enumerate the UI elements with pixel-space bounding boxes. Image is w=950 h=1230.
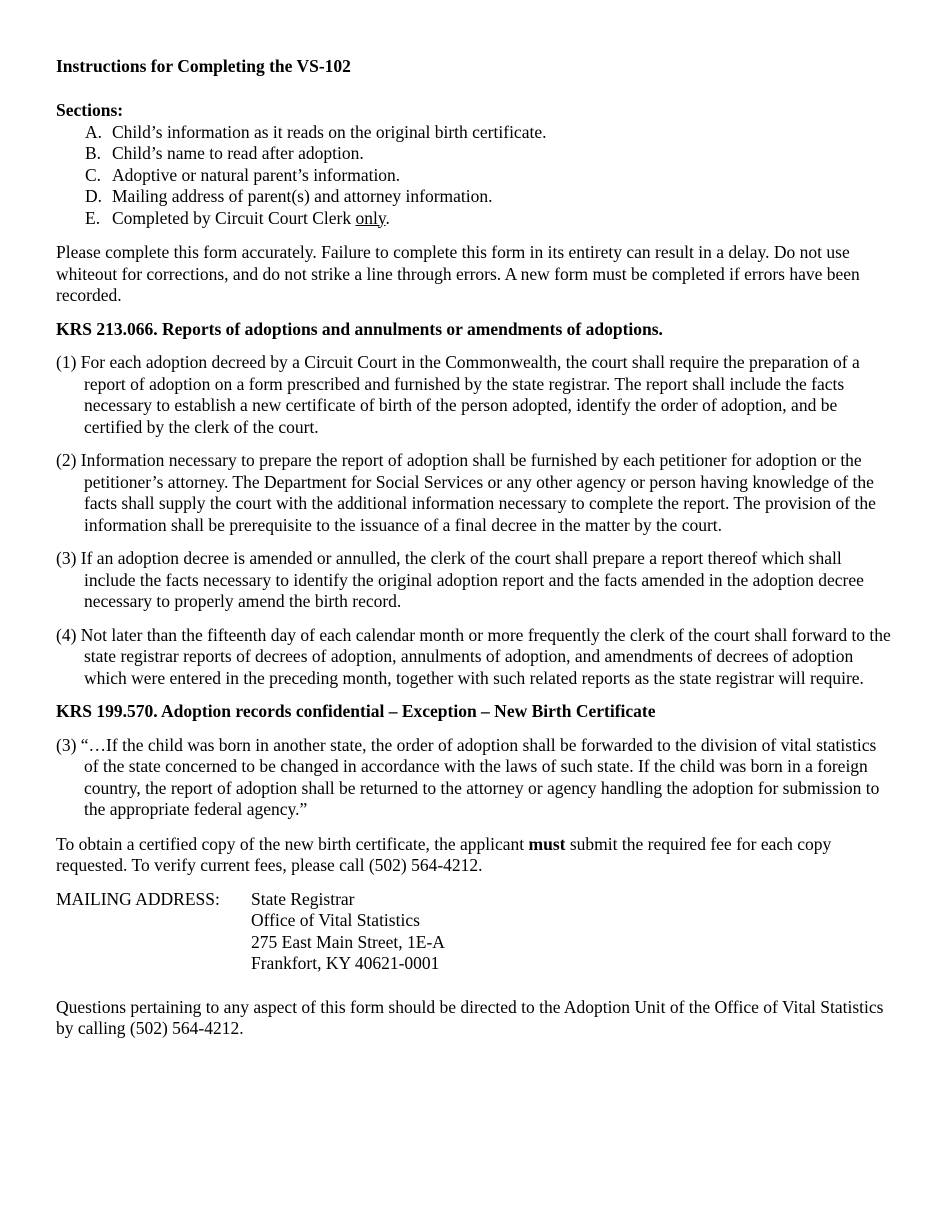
krs-213-heading: KRS 213.066. Reports of adoptions and annulments or amendments of adoptions. [56, 318, 663, 339]
section-underlined-word: only [355, 207, 386, 228]
mailing-address-lines [251, 889, 445, 975]
address-line: State Registrar [251, 888, 355, 909]
krs-213-item-3 [56, 548, 894, 613]
instructions-paragraph: Please complete this form accurately. Failure to complete this form in its entirety can result in a delay. Do not use whiteout for corrections, and do not strike a line through errors. A new form must be completed if errors have been recorded. [56, 242, 860, 305]
item-number: (4) [56, 624, 77, 645]
section-letter: D. [85, 186, 103, 206]
section-letter: B. [85, 143, 102, 163]
section-text-end: . [385, 207, 390, 228]
mailing-address-label: MAILING ADDRESS: [56, 888, 220, 909]
mailing-address [56, 889, 894, 975]
section-text: Adoptive or natural parent’s information. [112, 164, 401, 185]
page-title: Instructions for Completing the VS-102 [56, 56, 351, 76]
certified-copy-paragraph [56, 834, 894, 877]
section-letter: E. [85, 207, 101, 228]
sections-list [56, 122, 894, 230]
item-number: (3) [56, 734, 77, 755]
section-item-c [56, 165, 894, 187]
krs-213-item-4 [56, 625, 894, 690]
section-text: Completed by Circuit Court Clerk [112, 207, 356, 228]
section-letter: C. [85, 164, 102, 185]
section-text: Child’s name to read after adoption. [112, 143, 364, 163]
krs-213-item-2 [56, 450, 894, 536]
section-item-d [56, 186, 894, 208]
certified-copy-text: To obtain a certified copy of the new birth certificate, the applicant [56, 833, 529, 854]
item-number: (1) [56, 352, 77, 372]
questions-paragraph: Questions pertaining to any aspect of this form should be directed to the Adoption Unit of the Office of Vital Statistics by calling (502) 564-4212. [56, 996, 884, 1038]
section-item-b [56, 143, 894, 165]
section-letter: A. [85, 121, 103, 142]
certified-copy-text-end: submit the required fee for each copy requested. To verify current fees, please call (502) 564-4212. [56, 833, 832, 875]
address-line: Office of Vital Statistics [251, 910, 420, 930]
must-emphasis: must [528, 833, 566, 854]
section-item-a [56, 122, 894, 144]
item-text: Not later than the fifteenth day of each calendar month or more frequently the clerk of the court shall forward to the state registrar reports of decrees of adoption, annulments of adoption, and amendments of decrees of adoption which were entered in the preceding month, together with such related reports as the state registrar will require. [80, 624, 891, 688]
item-text: For each adoption decreed by a Circuit Court in the Commonwealth, the court shall require the preparation of a report of adoption on a form prescribed and furnished by the state registrar. The report shall include the facts necessary to establish a new certificate of birth of the person adopted, identify the order of adoption, and be certified by the clerk of the court. [80, 352, 860, 437]
document-page [56, 56, 894, 1040]
item-text: If an adoption decree is amended or annulled, the clerk of the court shall prepare a report thereof which shall include the facts necessary to identify the original adoption report and the facts amended in the adoption decree necessary to properly amend the birth record. [80, 548, 864, 611]
section-text: Child’s information as it reads on the original birth certificate. [112, 121, 547, 142]
sections-heading: Sections: [56, 100, 124, 120]
item-text: “…If the child was born in another state, the order of adoption shall be forwarded to the division of vital statistics of the state concerned to be changed in accordance with the laws of such state. If the child was born in a foreign country, the report of adoption shall be returned to the attorney or agency handling the adoption for submission to the appropriate federal agency.” [80, 734, 880, 819]
krs-199-heading: KRS 199.570. Adoption records confidential – Exception – New Birth Certificate [56, 701, 656, 721]
item-number: (2) [56, 450, 77, 470]
section-item-e [56, 208, 894, 230]
krs-213-item-1 [56, 352, 894, 438]
item-text: Information necessary to prepare the report of adoption shall be furnished by each petitioner for adoption or the petitioner’s attorney. The Department for Social Services or any other agency or person having knowledge of the facts shall supply the court with the additional information necessary to complete the report. The provision of the information shall be prerequisite to the issuance of a final decree in the matter by the court. [80, 450, 876, 535]
item-number: (3) [56, 548, 77, 568]
address-line: Frankfort, KY 40621-0001 [251, 953, 440, 973]
address-line: 275 East Main Street, 1E-A [251, 931, 445, 952]
section-text: Mailing address of parent(s) and attorney information. [112, 186, 493, 206]
krs-199-item-3 [56, 735, 894, 821]
